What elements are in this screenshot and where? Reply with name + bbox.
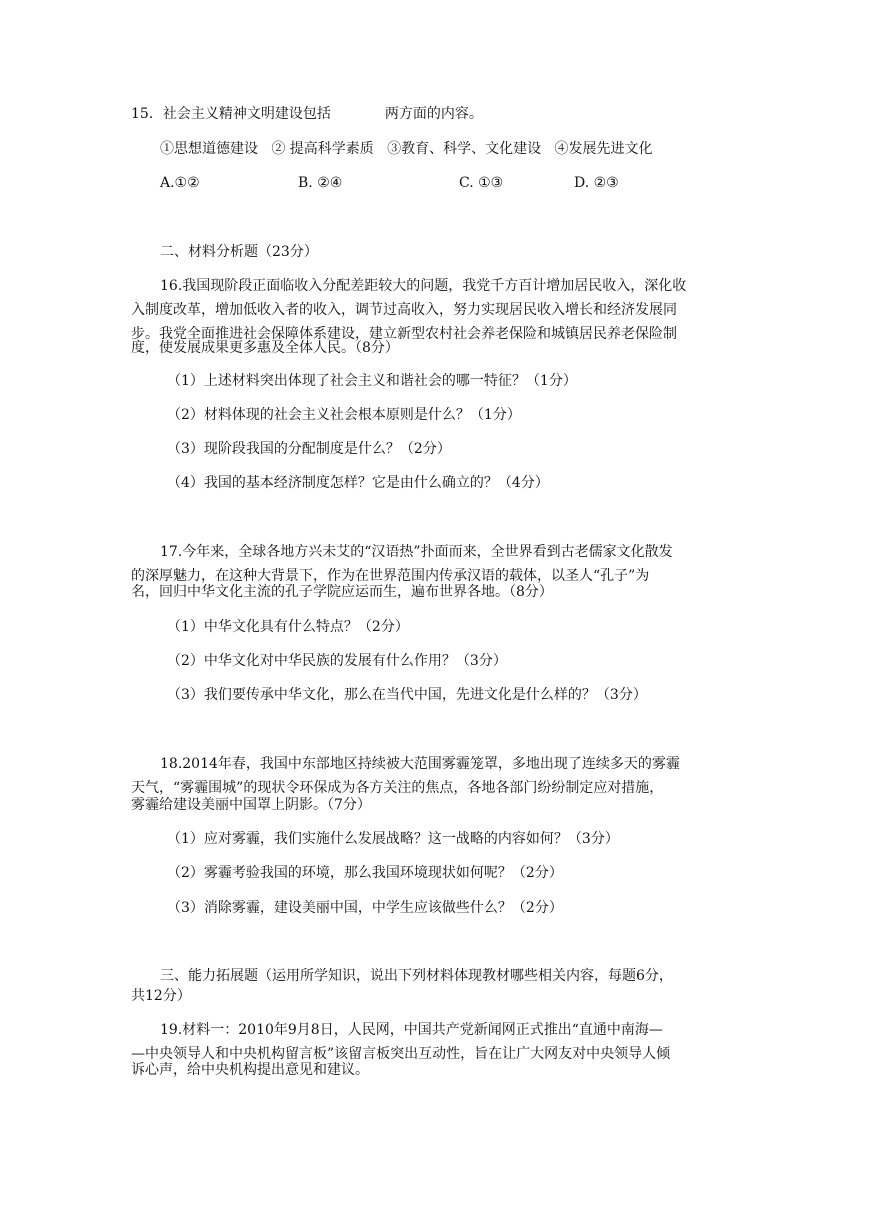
q16-material-line: 16.我国现阶段正面临收入分配差距较大的问题，我党千方百计增加居民收入，深化收 — [160, 278, 687, 294]
q16-material-line: 入制度改革，增加低收入者的收入，调节过高收入，努力实现居民收入增长和经济发展同 — [131, 302, 677, 318]
q15-items: ①思想道德建设 ② 提高科学素质 ③教育、科学、文化建设 ④发展先进文化 — [160, 141, 653, 157]
q17-question-1: （1）中华文化具有什么特点？（2分） — [167, 619, 409, 635]
q18-question-2: （2）雾霾考验我国的环境，那么我国环境现状如何呢？（2分） — [167, 865, 563, 881]
q15-stem — [131, 104, 483, 124]
q17-question-2: （2）中华文化对中华民族的发展有什么作用？（3分） — [167, 653, 507, 669]
q15-stem-before: 15．社会主义精神文明建设包括 — [131, 106, 331, 122]
q16-material-line: 度，使发展成果更多惠及全体人民。（8分） — [131, 340, 399, 356]
q17-material-line: 名，回归中华文化主流的孔子学院应运而生，遍布世界各地。（8分） — [131, 584, 553, 600]
q19-material-line: 诉心声，给中央机构提出意见和建议。 — [131, 1062, 369, 1078]
q18-question-1: （1）应对雾霾，我们实施什么发展战略？这一战略的内容如何？（3分） — [167, 831, 619, 847]
q17-material-line: 的深厚魅力，在这种大背景下，作为在世界范围内传承汉语的载体，以圣人“孔子”为 — [131, 568, 650, 584]
q16-question-3: （3）现阶段我国的分配制度是什么？（2分） — [167, 441, 451, 457]
q16-question-2: （2）材料体现的社会主义社会根本原则是什么？（1分） — [167, 407, 521, 423]
q18-question-3: （3）消除雾霾，建设美丽中国，中学生应该做些什么？（2分） — [167, 900, 563, 916]
q15-option-a: A.①② — [160, 175, 200, 191]
q15-option-d: D. ②③ — [574, 175, 619, 191]
q17-question-3: （3）我们要传承中华文化，那么在当代中国，先进文化是什么样的？（3分） — [167, 687, 647, 703]
q18-material-line: 天气，“雾霾围城”的现状令环保成为各方关注的焦点，各地各部门纷纷制定应对措施， — [131, 780, 664, 796]
section2-title: 二、材料分析题（23分） — [160, 244, 318, 260]
q15-stem-after: 两方面的内容。 — [384, 106, 483, 122]
q18-material-line: 18.2014年春，我国中东部地区持续被大范围雾霾笼罩，多地出现了连续多天的雾霾 — [160, 756, 680, 772]
q18-material-line: 雾霾给建设美丽中国罩上阴影。（7分） — [131, 797, 371, 813]
q16-material-line: 步。我党全面推进社会保障体系建设，建立新型农村社会养老保险和城镇居民养老保险制 — [131, 326, 677, 342]
q19-material-line: 19.材料一：2010年9月8日，人民网，中国共产党新闻网正式推出“直通中南海— — [160, 1022, 663, 1038]
q15-option-c: C. ①③ — [459, 175, 504, 191]
section3-title-line: 共12分） — [131, 988, 191, 1004]
section3-title-line: 三、能力拓展题（运用所学知识，说出下列材料体现教材哪些相关内容，每题6分， — [160, 968, 673, 984]
q15-option-b: B. ②④ — [298, 175, 343, 191]
q16-question-1: （1）上述材料突出体现了社会主义和谐社会的哪一特征？（1分） — [167, 373, 577, 389]
q17-material-line: 17.今年来，全球各地方兴未艾的“汉语热”扑面而来，全世界看到古老儒家文化散发 — [160, 544, 673, 560]
q19-material-line: —中央领导人和中央机构留言板”该留言板突出互动性，旨在让广大网友对中央领导人倾 — [131, 1046, 671, 1062]
q16-question-4: （4）我国的基本经济制度怎样？它是由什么确立的？（4分） — [167, 475, 549, 491]
